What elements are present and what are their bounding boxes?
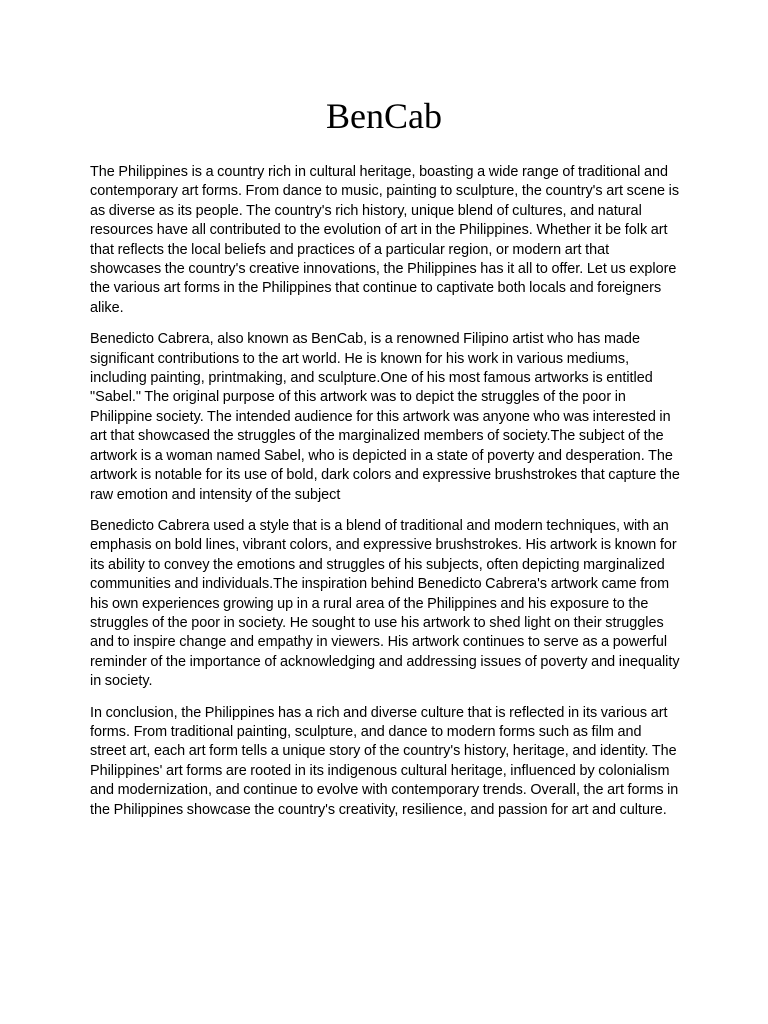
paragraph-conclusion: In conclusion, the Philippines has a rich and diverse culture that is reflected in its various art forms. From traditional painting, sculpture, and dance to modern forms such as film and street art, each art form tells a unique story of the country's history, heritage, and identity. The Philippines' art forms are rooted in its indigenous cultural heritage, influenced by colonialism and modernization, and continue to evolve with contemporary trends. Overall, the art forms in the Philippines showcase the country's creativity, resilience, and passion for art and culture. (90, 704, 679, 818)
document-body (90, 163, 680, 832)
paragraph-style-inspiration: Benedicto Cabrera used a style that is a blend of traditional and modern techniques, with an emphasis on bold lines, vibrant colors, and expressive brushstrokes. His artwork is known for its ability to convey the emotions and struggles of his subjects, often depicting marginalized communities and individuals.The inspiration behind Benedicto Cabrera's artwork came from his own experiences growing up in a rural area of the Philippines and his exposure to the struggles of the poor in society. He sought to use his artwork to shed light on their struggles and to inspire change and empathy in viewers. His artwork continues to serve as a powerful reminder of the importance of acknowledging and addressing issues of poverty and inequality in society. (90, 517, 680, 690)
paragraph-bencab-sabel: Benedicto Cabrera, also known as BenCab, is a renowned Filipino artist who has made significant contributions to the art world. He is known for his work in various mediums, including painting, printmaking, and sculpture.One of his most famous artworks is entitled "Sabel." The original purpose of this artwork was to depict the struggles of the poor in Philippine society. The intended audience for this artwork was anyone who was interested in art that showcased the struggles of the marginalized members of society.The subject of the artwork is a woman named Sabel, who is depicted in a state of poverty and desperation. The artwork is notable for its use of bold, dark colors and expressive brushstrokes that capture the raw emotion and intensity of the subject (90, 331, 680, 503)
paragraph-intro: The Philippines is a country rich in cultural heritage, boasting a wide range of traditional and contemporary art forms. From dance to music, painting to sculpture, the country's art scene is as diverse as its people. The country's rich history, unique blend of cultures, and natural resources have all contributed to the evolution of art in the Philippines. Whether it be folk art that reflects the local beliefs and practices of a particular region, or modern art that showcases the country's creative innovations, the Philippines has it all to offer. Let us explore the various art forms in the Philippines that continue to captivate both locals and foreigners alike. (90, 164, 680, 316)
document-title: BenCab (326, 96, 442, 136)
